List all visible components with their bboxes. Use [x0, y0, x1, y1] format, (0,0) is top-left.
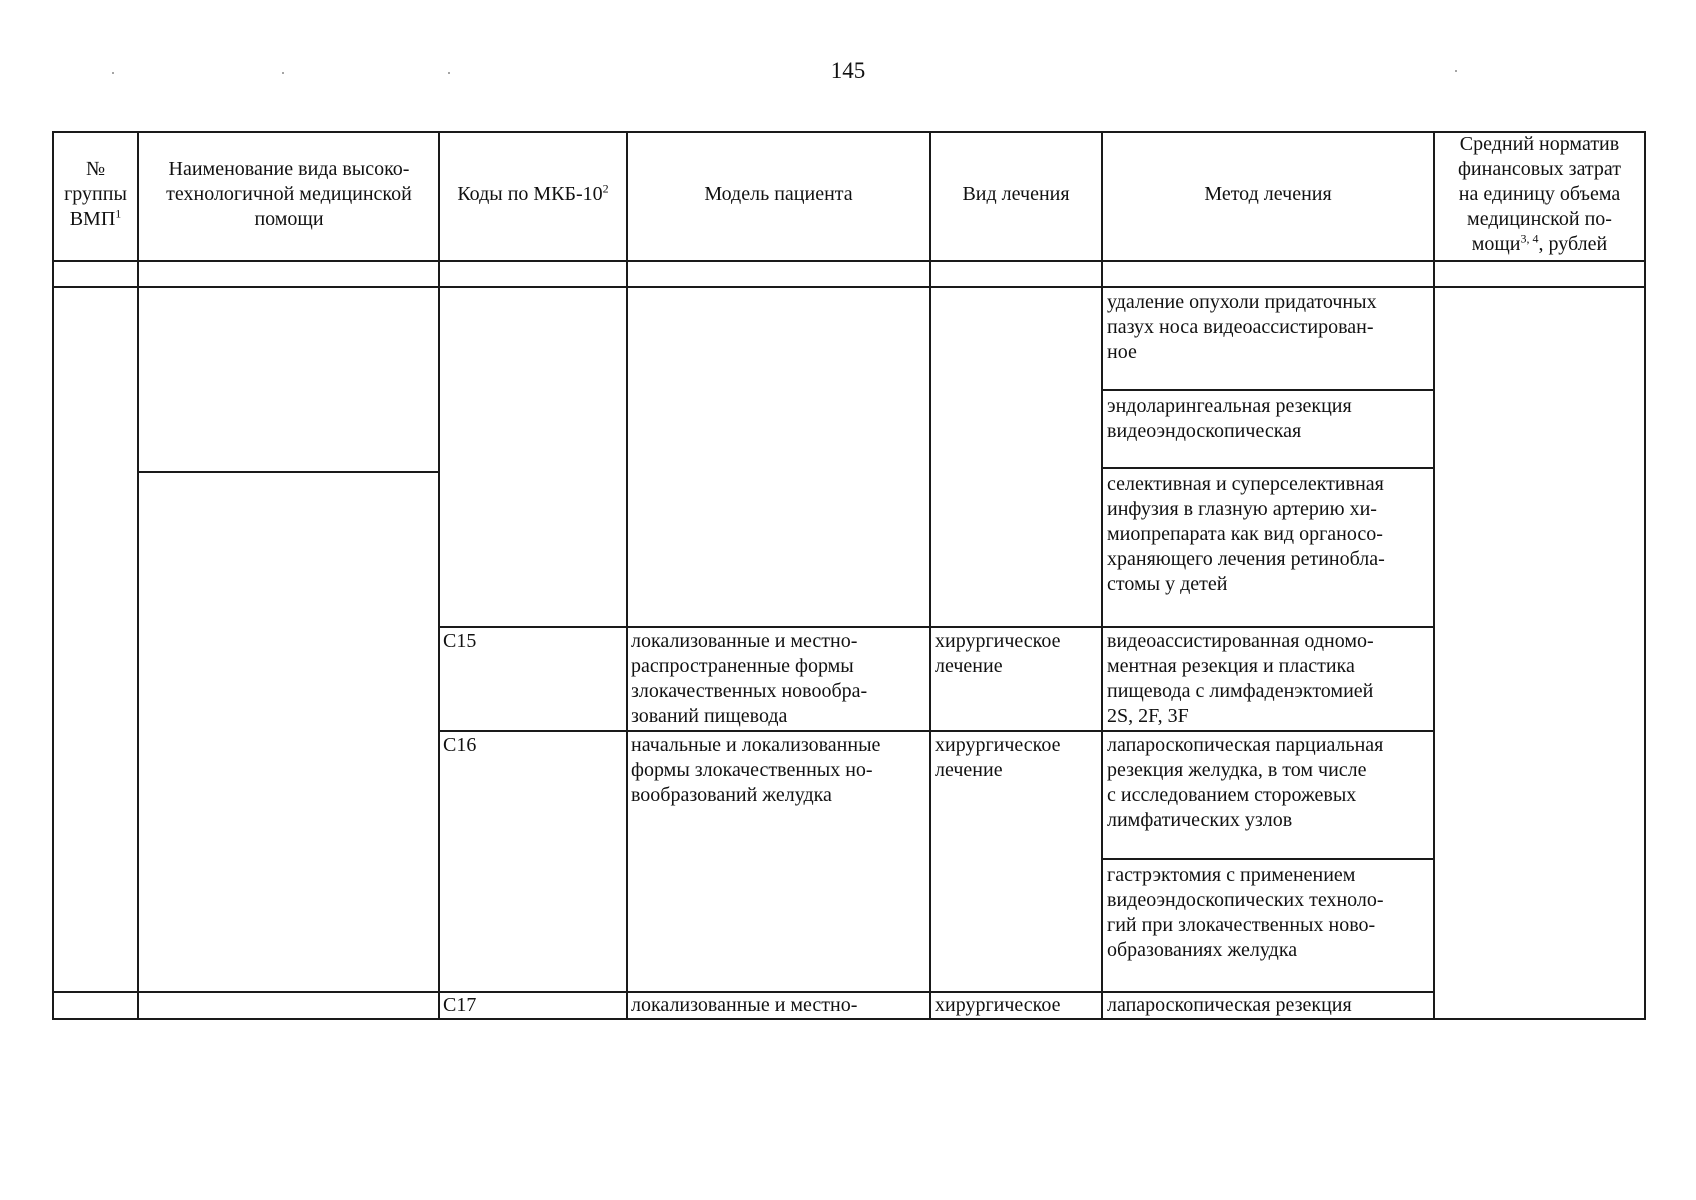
- scan-speck: [448, 72, 450, 74]
- cell-line: ное: [1107, 341, 1137, 363]
- column-line: [438, 131, 440, 1020]
- method-cell: [1107, 290, 1431, 365]
- cell-line: с исследованием сторожевых: [1107, 784, 1357, 806]
- table-border-right: [1644, 131, 1646, 1020]
- cell-line: гий при злокачественных ново-: [1107, 914, 1376, 936]
- method-cell: [1107, 733, 1431, 833]
- header-line: на единицу объема: [1458, 183, 1621, 205]
- method-cell: [1107, 629, 1431, 729]
- numbering-row-line: [52, 286, 1646, 288]
- cell-line: лечение: [935, 759, 1003, 781]
- cell-line: хирургическое: [935, 630, 1061, 652]
- cell-line: инфузия в глазную артерию хи-: [1107, 498, 1377, 520]
- header-line: Наименование вида высоко-: [168, 158, 410, 180]
- patient-model-cell: локализованные и местно-: [631, 994, 858, 1016]
- column-line: [626, 131, 628, 1020]
- icd-code-cell: C17: [443, 994, 477, 1016]
- column-line: [1101, 131, 1103, 1020]
- cell-line: эндоларингеальная резекция: [1107, 395, 1352, 417]
- row-divider: [1103, 858, 1435, 860]
- cell-line: миопрепарата как вид органосо-: [1107, 523, 1383, 545]
- table-border-top: [52, 131, 1646, 133]
- page-number: 145: [830, 58, 866, 83]
- scan-speck: [1455, 70, 1457, 72]
- row-divider: [440, 730, 1435, 732]
- column-line: [1433, 131, 1435, 1020]
- cell-line: 2S, 2F, 3F: [1107, 705, 1189, 727]
- column-line: [52, 131, 54, 1020]
- cell-line: начальные и локализованные: [631, 734, 881, 756]
- header-text: Коды по МКБ-10: [457, 183, 603, 205]
- cell-line: пищевода с лимфаденэктомией: [1107, 680, 1374, 702]
- cell-line: гастрэктомия с применением: [1107, 864, 1356, 886]
- header-text: мощи: [1471, 233, 1521, 255]
- header-line: №: [85, 158, 106, 180]
- method-cell: [1107, 394, 1431, 444]
- header-line: [54, 207, 137, 232]
- table-border-bottom: [52, 1018, 1646, 1020]
- patient-model-cell: [631, 733, 927, 808]
- method-cell: [1107, 863, 1431, 963]
- header-icd-codes: [440, 182, 626, 207]
- column-line: [137, 131, 139, 1020]
- cell-line: злокачественных новообра-: [631, 680, 868, 702]
- cell-line: лечение: [935, 655, 1003, 677]
- cell-line: удаление опухоли придаточных: [1107, 291, 1377, 313]
- patient-model-cell: [631, 629, 927, 729]
- footnote-ref: 1: [115, 206, 122, 221]
- footnote-ref: 3, 4: [1520, 231, 1539, 246]
- header-treatment-type: Вид лечения: [962, 183, 1070, 205]
- treatment-type-cell: [935, 629, 1099, 679]
- cell-line: ментная резекция и пластика: [1107, 655, 1355, 677]
- cell-line: локализованные и местно-: [631, 630, 858, 652]
- cell-line: селективная и суперселективная: [1107, 473, 1384, 495]
- cell-line: пазух носа видеоассистирован-: [1107, 316, 1374, 338]
- header-text: ВМП: [69, 208, 116, 230]
- treatment-type-cell: хирургическое: [935, 994, 1061, 1016]
- header-text: , рублей: [1538, 233, 1608, 255]
- row-divider: [1103, 389, 1435, 391]
- header-treatment-method: Метод лечения: [1204, 183, 1332, 205]
- row-divider: [440, 626, 1435, 628]
- header-vmp-name: [140, 157, 438, 232]
- cell-line: видеоэндоскопических техноло-: [1107, 889, 1384, 911]
- cell-line: образованиях желудка: [1107, 939, 1298, 961]
- header-line: помощи: [254, 208, 324, 230]
- cell-line: распространенные формы: [631, 655, 854, 677]
- row-divider: [139, 471, 440, 473]
- header-line: медицинской по-: [1467, 208, 1612, 230]
- header-line: Средний норматив: [1459, 133, 1620, 155]
- cell-line: резекция желудка, в том числе: [1107, 759, 1367, 781]
- icd-code-cell: C16: [443, 734, 477, 756]
- cell-line: стомы у детей: [1107, 573, 1228, 595]
- scan-speck: [112, 72, 114, 74]
- row-divider: [1103, 467, 1435, 469]
- header-avg-cost: [1435, 132, 1644, 257]
- cell-line: видеоассистированная одномо-: [1107, 630, 1374, 652]
- header-patient-model: Модель пациента: [704, 183, 853, 205]
- cell-line: видеоэндоскопическая: [1107, 420, 1302, 442]
- header-line: технологичной медицинской: [166, 183, 412, 205]
- cell-line: храняющего лечения ретинобла-: [1107, 548, 1385, 570]
- method-cell: лапароскопическая резекция: [1107, 994, 1352, 1016]
- header-line: [1435, 232, 1644, 257]
- treatment-type-cell: [935, 733, 1099, 783]
- cell-line: лапароскопическая парциальная: [1107, 734, 1384, 756]
- cell-line: вообразований желудка: [631, 784, 832, 806]
- method-cell: [1107, 472, 1431, 597]
- cell-line: формы злокачественных но-: [631, 759, 873, 781]
- cell-line: зований пищевода: [631, 705, 788, 727]
- cell-line: хирургическое: [935, 734, 1061, 756]
- scan-speck: [282, 72, 284, 74]
- footnote-ref: 2: [602, 181, 609, 196]
- icd-code-cell: C15: [443, 630, 477, 652]
- header-line: группы: [64, 183, 127, 205]
- cell-line: лимфатических узлов: [1107, 809, 1293, 831]
- column-line: [929, 131, 931, 1020]
- header-line: финансовых затрат: [1457, 158, 1622, 180]
- header-bottom-line: [52, 260, 1646, 262]
- header-group-no: [54, 157, 137, 232]
